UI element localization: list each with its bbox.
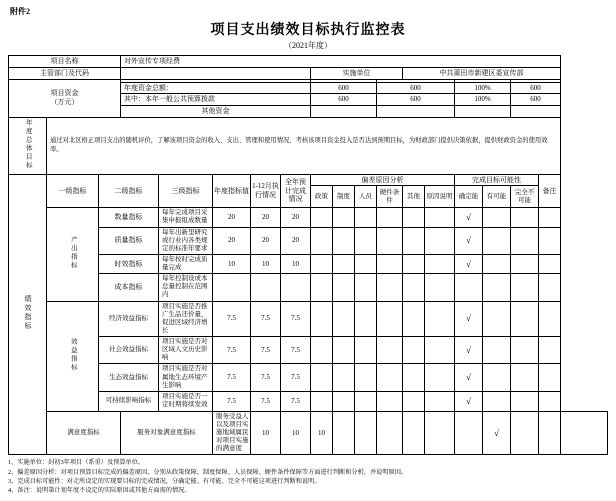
dev-other [403,337,425,364]
indicator-actual [251,274,281,301]
dev-staff [355,301,377,337]
completion-possible-mark [483,227,511,254]
dev-other [425,411,455,455]
indicator-level3: 每年控制设或本总量控制在范围内 [159,274,213,301]
table-row [9,364,608,391]
other-funds-2 [455,106,511,118]
completion-certain-mark: √ [455,208,483,227]
indicator-actual: 7.5 [251,337,281,364]
table-notes [8,458,608,495]
completion-possible-mark [483,254,511,273]
total-funds-0: 600 [311,82,377,94]
side-label-performance: 绩效指标 [9,174,47,455]
indicator-level3: 项目实施是否推广生品还价量，促进区域经济增长 [159,301,213,337]
dev-policy [311,254,333,273]
row-remark [539,337,561,364]
dev-staff [355,364,377,391]
dev-reason [425,391,455,411]
dev-hardware [377,254,403,273]
completion-certain-mark [455,274,483,301]
dev-system [333,364,355,391]
dev-reason [425,301,455,337]
other-funds-3 [511,106,561,118]
dev-other [403,391,425,411]
indicator-actual: 20 [251,227,281,254]
completion-impossible-mark [539,411,561,455]
other-funds-1 [377,106,455,118]
dev-policy [311,337,333,364]
indicator-forecast: 20 [281,208,311,227]
dev-staff [355,337,377,364]
project-name-value: 对外宣传专项经费 [121,56,561,68]
indicator-level3: 项目实施是否对属地生态环境产生影响 [159,364,213,391]
total-funds-label: 年度资金总额： [121,82,311,94]
completion-certain-mark: √ [455,337,483,364]
dev-other [403,254,425,273]
funds-label [9,79,121,117]
table-row [9,56,608,68]
table-row [9,117,608,174]
of-which-2: 100% [455,94,511,106]
dev-staff [355,391,377,411]
header-completion-impossible: 完全不可能 [511,186,539,208]
page-subtitle: （2021年度） [284,41,332,50]
completion-possible-mark [511,411,539,455]
dev-hardware [377,364,403,391]
note-item-3: 3、完成目标可能性：对走所设定的实现要目标的完成情况，分确定能、有可能、完全不可能这项进行判断和说明。 [8,477,321,485]
indicator-forecast [281,274,311,301]
indicator-annual-value: 10 [251,411,281,455]
dev-policy [311,274,333,301]
side-label-satisfaction: 满意度指标 [47,411,121,455]
dev-other [403,274,425,301]
note-item-1: 1、实施单位：封初3年项目（系重）及预算单位。 [8,459,145,467]
dev-reason [425,227,455,254]
header-dev-hardware: 硬件条件 [377,186,403,208]
dev-staff [377,411,403,455]
indicator-level3: 项目实施是否一定时期将续发效 [159,391,213,411]
header-dev-other: 其他 [403,186,425,208]
completion-certain-mark: √ [455,364,483,391]
of-which-1: 600 [377,94,455,106]
table-row [9,227,608,254]
indicator-level3: 项目实施是否对区域人文历史影响 [159,337,213,364]
dev-hardware [377,227,403,254]
funds-label-line1: 项目资金 [50,89,79,98]
header-dev-reason: 原因说明 [425,186,455,208]
table-row [9,411,608,455]
completion-impossible-mark [511,274,539,301]
dev-other [403,301,425,337]
other-funds-0 [311,106,377,118]
header-annual-value: 年度指标值 [213,174,251,208]
note-item-2: 2、偏差原因分析：对项目预算目标完成的偏差原因，分别从政策保障、制度保障、人员保障、硬件条件保障等方面进行判断和分析，并说明原因。 [8,468,408,476]
dev-reason [425,254,455,273]
indicator-level3: 服务受益人以及项目实施地域属民对项目实施的满意度 [213,411,251,455]
completion-possible-mark [483,391,511,411]
dev-system [333,208,355,227]
row-remark [539,227,561,254]
implement-unit-value: 中共莆田市新建区委宣传部 [403,67,561,79]
header-completion-possible: 有可能 [483,186,511,208]
dev-system [355,411,377,455]
table-header-row [9,174,608,186]
dev-system [333,254,355,273]
indicator-level2: 数量指标 [99,208,159,227]
header-jandec-actual: 1-12月执行情况 [251,174,281,208]
table-row [9,67,608,79]
header-level3: 三级指标 [159,174,213,208]
completion-possible-mark [483,208,511,227]
page-title: 项目支出绩效目标执行监控表 [210,23,406,38]
table-row [9,208,608,227]
indicator-actual: 7.5 [251,364,281,391]
completion-impossible-mark [511,337,539,364]
indicator-forecast: 7.5 [281,391,311,411]
header-completion: 完成目标可能性 [455,174,539,186]
indicator-annual-value: 7.5 [213,391,251,411]
indicator-level3: 每年按时完成质量完成 [159,254,213,273]
dev-reason [425,208,455,227]
completion-certain-mark: √ [483,411,511,455]
dept-code-label: 主管部门及代码 [9,67,121,79]
indicator-level2: 可持续影响指标 [99,391,159,411]
row-remark [539,208,561,227]
dev-staff [355,208,377,227]
indicator-actual: 10 [281,411,311,455]
indicator-level2: 成本指标 [99,274,159,301]
row-remark [539,301,561,337]
header-deviation-analysis: 偏差原因分析 [311,174,455,186]
dev-system [333,301,355,337]
header-dev-policy: 政策 [311,186,333,208]
indicator-level3: 每年完成项目采集申报组成数量 [159,208,213,227]
side-label-benefit: 效益指标 [47,301,99,411]
header-year-forecast: 全年预计完成情况 [281,174,311,208]
header-dev-system: 制度 [333,186,355,208]
table-row [9,337,608,364]
other-funds-label: 其他资金 [121,106,311,118]
indicator-annual-value: 7.5 [213,301,251,337]
completion-certain-mark: √ [455,391,483,411]
completion-impossible-mark [511,364,539,391]
indicator-actual: 7.5 [251,301,281,337]
row-remark [539,391,561,411]
indicator-annual-value: 7.5 [213,364,251,391]
completion-impossible-mark [511,227,539,254]
dev-reason [425,337,455,364]
indicator-annual-value [213,274,251,301]
dev-system [333,337,355,364]
dev-hardware [377,208,403,227]
monitoring-table [8,55,608,455]
funds-label-line2: （万元） [50,98,79,107]
header-level1: 一级指标 [47,174,99,208]
indicator-level2: 经济效益指标 [99,301,159,337]
of-which-3: 600 [511,94,561,106]
dev-reason [425,274,455,301]
completion-possible-mark [483,274,511,301]
indicator-forecast: 10 [281,254,311,273]
completion-possible-mark [483,337,511,364]
dept-code-value [121,67,311,79]
indicator-annual-value: 7.5 [213,337,251,364]
indicator-actual: 10 [251,254,281,273]
dev-other [403,227,425,254]
dev-staff [355,227,377,254]
dev-system [333,391,355,411]
header-completion-certain: 确定能 [455,186,483,208]
total-funds-2: 100% [455,82,511,94]
implement-unit-label: 实施单位 [311,67,403,79]
dev-staff [355,254,377,273]
dev-policy [311,364,333,391]
table-row [9,274,608,301]
completion-impossible-mark [511,391,539,411]
completion-impossible-mark [511,254,539,273]
indicator-level2: 生态效益指标 [99,364,159,391]
row-remark [539,364,561,391]
dev-other [403,208,425,227]
dev-reason [425,364,455,391]
indicator-level2: 社会效益指标 [99,337,159,364]
dev-reason [455,411,483,455]
total-funds-1: 600 [377,82,455,94]
row-remark [539,254,561,273]
indicator-annual-value: 20 [213,227,251,254]
completion-possible-mark [483,301,511,337]
indicator-level2: 质量指标 [99,227,159,254]
header-remark: 备注 [539,174,561,208]
dev-policy [311,391,333,411]
indicator-forecast: 7.5 [281,301,311,337]
of-which-0: 600 [311,94,377,106]
indicator-forecast: 7.5 [281,364,311,391]
table-row [9,391,608,411]
dev-other [403,364,425,391]
header-dev-staff: 人员 [355,186,377,208]
indicator-actual: 20 [251,208,281,227]
dev-hardware [403,411,425,455]
of-which-label: 其中：本年一般公共预算拨款 [121,94,311,106]
indicator-level2: 时效指标 [99,254,159,273]
dev-policy [333,411,355,455]
completion-impossible-mark [511,208,539,227]
indicator-actual: 7.5 [251,391,281,411]
row-remark [561,411,608,455]
completion-certain-mark: √ [455,254,483,273]
total-funds-3: 600 [511,82,561,94]
dev-policy [311,301,333,337]
dev-hardware [377,301,403,337]
attachment-label: 附件2 [10,7,30,16]
note-item-4: 4、备注：说明第计划年度不设定的实际原因或其他方面需的情况。 [8,487,191,495]
annual-goal-text: 通过对北区格正项目支出的随机评价，了解该项目资金的收入、支出、管理和使用情况，考核该项目资金投入是否达到预期目标，为财政部门提供决策依据，提供财政资金的使用效率。 [47,117,561,174]
annual-goal-label: 年度总体目标 [9,117,47,174]
side-label-output: 产出指标 [47,208,99,301]
table-row [9,301,608,337]
dev-policy [311,208,333,227]
indicator-forecast: 20 [281,227,311,254]
dev-hardware [377,337,403,364]
indicator-level2: 服务对象满意度指标 [121,411,213,455]
indicator-annual-value: 20 [213,208,251,227]
completion-possible-mark [483,364,511,391]
dev-hardware [377,391,403,411]
dev-system [333,227,355,254]
header-level2: 二级指标 [99,174,159,208]
completion-certain-mark: √ [455,227,483,254]
completion-certain-mark: √ [455,301,483,337]
table-row [9,254,608,273]
project-name-label: 项目名称 [9,56,121,68]
indicator-forecast: 7.5 [281,337,311,364]
row-remark [539,274,561,301]
dev-hardware [377,274,403,301]
indicator-annual-value: 10 [213,254,251,273]
dev-system [333,274,355,301]
completion-impossible-mark [511,301,539,337]
dev-policy [311,227,333,254]
indicator-forecast: 10 [311,411,333,455]
dev-staff [355,274,377,301]
indicator-level3: 每年出新里研究或行业内各类规定的标准年要求 [159,227,213,254]
